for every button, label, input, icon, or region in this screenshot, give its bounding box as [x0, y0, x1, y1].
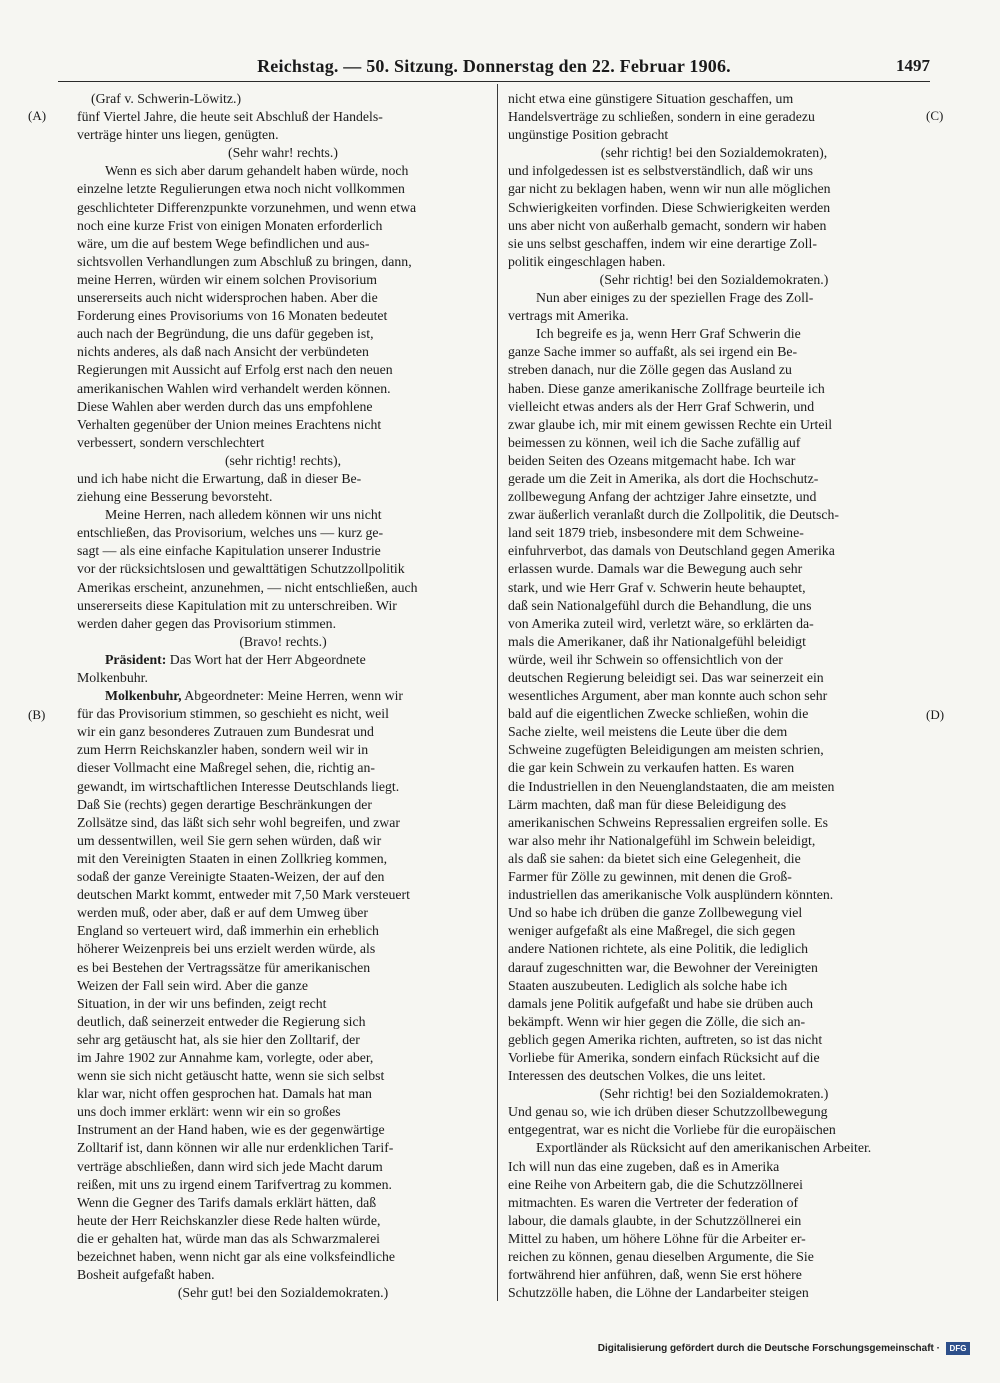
text-line: um dessentwillen, weil Sie gern sehen würden, daß wir — [77, 832, 382, 848]
text-line: die Industriellen in den Neuenglandstaaten, die am meisten — [508, 778, 835, 794]
text-line: Forderung eines Provisoriums von 16 Monaten bedeutet — [77, 308, 388, 324]
text-line: entgegentrat, war es nicht die Vorliebe für die europäischen — [508, 1122, 836, 1138]
speaker-name: Präsident: — [105, 651, 167, 667]
text-line: fünf Viertel Jahre, die heute seit Abschluß der Handels- — [77, 109, 383, 125]
text-line: einfuhrverbot, das damals von Deutschland gegen Amerika — [508, 543, 835, 559]
text-line: würde, weil ihr Schwein so offensichtlich von der — [508, 651, 783, 667]
text-line: bezeichnet haben, wenn nicht gar als eine volksfeindliche — [77, 1249, 395, 1264]
text-line: Wenn die Gegner des Tarifs damals erklärt hätten, daß — [77, 1194, 377, 1210]
text-line: (Sehr richtig! bei den Sozialdemokraten.) — [599, 1086, 829, 1102]
text-line: Lärm machten, daß man für diese Beleidigung des — [508, 796, 787, 812]
text-line: Amerikas erscheint, anzunehmen, — nicht entschließen, auch — [77, 579, 418, 595]
text-line: deutlich, daß seinerzeit entweder die Regierung sich — [77, 1013, 366, 1029]
text-line: reichen zu können, genau dieselben Argumente, die Sie — [508, 1249, 814, 1264]
text-line: vertrags mit Amerika. — [508, 308, 629, 324]
text-line: werden daher gegen das Provisorium stimmen. — [77, 615, 337, 631]
text-line: mitmachten. Es waren die Vertreter der federation of — [508, 1194, 799, 1210]
text-line: die er gehalten hat, würde man das als Schwarzmalerei — [77, 1230, 381, 1246]
text-line: geblich gegen Amerika richten, auftreten, so ist das nicht — [508, 1031, 823, 1047]
margin-mark-a: (A) — [28, 108, 47, 123]
text-line: auch nach der Begründung, die uns dafür gegeben ist, — [77, 326, 374, 342]
text-line: Präsident: Das Wort hat der Herr Abgeordnete — [105, 651, 366, 667]
text-line: (sehr richtig! rechts), — [224, 452, 342, 468]
text-line: (Sehr richtig! bei den Sozialdemokraten.) — [599, 271, 829, 287]
text-line: verträge abschließen, dann wird sich jede Macht darum — [77, 1158, 383, 1174]
text-line: Und genau so, wie ich drüben dieser Schutzzollbewegung — [508, 1104, 828, 1120]
text-line: labour, die damals glaubte, in der Schutzzöllnerei ein — [508, 1212, 802, 1228]
text-line: verbessert, sondern verschlechtert — [77, 434, 265, 450]
text-line: Vorliebe für Amerika, sondern einfach Rücksicht auf die — [508, 1049, 820, 1065]
text-line: industriellen das amerikanische Volk ausplündern könnten. — [508, 887, 834, 903]
text-line: mals die Amerikaner, daß ihr Nationalgefühl beleidigt — [508, 633, 806, 649]
text-line: ziehung eine Besserung bevorsteht. — [77, 489, 273, 505]
text-line: damals jene Politik aufgefaßt und habe sie drüben auch — [508, 995, 813, 1011]
text-line: sehr arg getäuscht hat, als sie hier den Zolltarif, der — [77, 1031, 360, 1047]
text-line: und ich habe nicht die Erwartung, daß in dieser Be- — [77, 470, 362, 486]
text-line: Zollsätze sind, das läßt sich sehr wohl begreifen, und zwar — [77, 814, 400, 830]
text-line: nichts anderes, als daß nach Ansicht der verbündeten — [77, 344, 369, 360]
text-line: die gar kein Schwein zu verkaufen hatten. Es waren — [508, 760, 795, 776]
text-line: Wenn es sich aber darum gehandelt haben würde, noch — [105, 163, 409, 179]
text-line: (Sehr gut! bei den Sozialdemokraten.) — [177, 1285, 389, 1301]
text-line: Daß Sie (rechts) gegen derartige Beschränkungen der — [77, 796, 372, 812]
text-line: Farmer für Zölle zu gewinnen, mit denen die Groß- — [508, 869, 792, 885]
page-header — [58, 56, 930, 82]
text-line: Instrument an der Hand haben, wie es der gegenwärtige — [77, 1122, 385, 1138]
text-line: Handelsverträge zu schließen, sondern in eine geradezu — [508, 109, 815, 125]
text-line: sichtsvollen Verhandlungen zum Abschluß zu bringen, dann, — [77, 253, 412, 269]
text-line: für das Provisorium stimmen, so geschieht es nicht, weil — [77, 706, 389, 722]
text-line: geschlichteter Differenzpunkte vorzunehmen, und wenn etwa — [77, 199, 417, 215]
text-line: uns doch immer erklärt: wenn wir ein so großes — [77, 1104, 341, 1120]
text-line: (Sehr wahr! rechts.) — [228, 145, 338, 161]
text-line: wenn sie sich nicht getäuscht hatte, wenn sie sich selbst — [77, 1068, 385, 1084]
text-line: war also mehr ihr Nationalgefühl im Schwein beleidigt, — [508, 832, 816, 848]
text-line: unsererseits diese Kapitulation mit zu unterschreiben. Wir — [77, 597, 397, 613]
text-line: bald auf die eigentlichen Zwecke schließen, wohin die — [508, 706, 809, 722]
text-line: verträge hinter uns liegen, genügten. — [77, 127, 279, 143]
text-line: nicht etwa eine günstigere Situation geschaffen, um — [508, 91, 794, 106]
text-line: bekämpft. Wenn wir hier gegen die Zölle, die sich an- — [508, 1013, 806, 1029]
header-rule — [58, 81, 930, 82]
text-line: andere Nationen richtete, als eine Politik, die lediglich — [508, 941, 808, 957]
text-line: gewandt, im wirtschaftlichen Interesse Deutschlands liegt. — [77, 778, 400, 794]
text-line: (Bravo! rechts.) — [239, 633, 327, 649]
text-line: mit den Vereinigten Staaten in einen Zollkrieg kommen, — [77, 850, 388, 866]
speaker-reference: (Graf v. Schwerin-Löwitz.) — [91, 91, 242, 106]
text-line: amerikanischen Wahlen wird verhandelt werden können. — [77, 380, 391, 396]
text-line: England so verteuert wird, daß immerhin ein erheblich — [77, 923, 379, 939]
text-line: sie uns selbst geschaffen, indem wir eine derartige Zoll- — [508, 235, 817, 251]
text-line: sodaß der ganze Vereinigte Staaten-Weizen, der auf den — [77, 869, 385, 885]
page-number: 1497 — [896, 56, 930, 75]
text-line: weniger aufgefaßt als eine Maßregel, die sich gegen — [508, 923, 796, 939]
text-line: fortwährend hier anführen, daß, wenn Sie erst höhere — [508, 1267, 802, 1283]
text-line: und infolgedessen ist es selbstverständlich, daß wir uns — [508, 163, 814, 179]
text-line: haben. Diese ganze amerikanische Zollfrage beurteile ich — [508, 380, 825, 396]
dfg-logo: DFG — [946, 1342, 970, 1355]
text-line: deutschen Markt kommt, entweder mit 7,50 Mark versteuert — [77, 887, 410, 903]
right-column — [508, 90, 920, 1305]
text-line: als daß sie sahen: da bietet sich eine Gelegenheit, die — [508, 850, 801, 866]
text-line: uns aber nicht von außerhalb gemacht, sondern wir haben — [508, 217, 827, 233]
text-line: zwar äußerlich veranlaßt durch die Zollpolitik, die Deutsch- — [508, 507, 840, 523]
text-line: wesentliches Argument, aber man konnte auch schon sehr — [508, 688, 828, 704]
text-line: von Amerika zuteil wird, verletzt wäre, so erklärten da- — [508, 615, 814, 631]
text-line: es bei Bestehen der Vertragssätze für amerikanischen — [77, 959, 371, 975]
text-line: noch eine kurze Frist von einigen Monaten erforderlich — [77, 217, 383, 233]
text-line: ganze Sache immer so auffaßt, als sei irgend ein Be- — [508, 344, 798, 360]
text-line: beimessen zu können, weil ich die Sache zufällig auf — [508, 434, 801, 450]
left-column — [77, 90, 489, 1305]
text-line: eine Reihe von Arbeitern gab, die die Schutzzöllnerei — [508, 1176, 803, 1192]
text-line: werden muß, oder aber, daß er auf dem Umweg über — [77, 905, 368, 921]
text-line: ungünstige Position gebracht — [508, 127, 669, 143]
text-line: (sehr richtig! bei den Sozialdemokraten), — [600, 145, 828, 161]
text-line: Molkenbuhr, Abgeordneter: Meine Herren, wenn wir — [105, 688, 403, 704]
text-line: Sache zielte, weil meistens die Leute über die dem — [508, 724, 788, 740]
text-line: streben danach, nur die Zölle gegen das Ausland zu — [508, 362, 792, 378]
text-line: Diese Wahlen aber werden durch das uns empfohlene — [77, 398, 373, 414]
text-line: Verhalten gegenüber der Union meines Erachtens nicht — [77, 416, 382, 432]
text-line: zwar glaube ich, mir mit einem gewissen Rechte ein Urteil — [508, 416, 833, 432]
text-line: Ich will nun das eine zugeben, daß es in Amerika — [508, 1158, 780, 1174]
text-line: Meine Herren, nach alledem können wir uns nicht — [105, 507, 382, 523]
text-line: wir ein ganz besonderes Zutrauen zum Bundesrat und — [77, 724, 374, 740]
text-line: Regierungen mit Aussicht auf Erfolg erst nach den neuen — [77, 362, 393, 378]
text-line: Schweine zugefügten Beleidigungen am meisten schrien, — [508, 742, 824, 758]
speaker-name: Molkenbuhr, — [105, 688, 182, 704]
text-line: stark, und wie Herr Graf v. Schwerin heute behauptet, — [508, 579, 806, 595]
text-line: Ich begreife es ja, wenn Herr Graf Schwerin die — [536, 326, 801, 342]
text-line: einzelne letzte Regulierungen etwa noch nicht vollkommen — [77, 181, 405, 197]
text-line: heute der Herr Reichskanzler diese Rede halten würde, — [77, 1212, 381, 1228]
text-line: land seit 1879 trieb, insbesondere mit dem Schweine- — [508, 525, 804, 541]
header-title: Reichstag. — 50. Sitzung. Donnerstag den 22. Februar 1906. — [257, 56, 731, 76]
margin-mark-d: (D) — [926, 707, 945, 722]
text-line: gar nicht zu beklagen haben, wenn wir nun alle möglichen — [508, 181, 831, 197]
text-line: dieser Vollmacht eine Maßregel sehen, die, richtig an- — [77, 760, 375, 776]
text-line: Schwierigkeiten vorfinden. Diese Schwierigkeiten werden — [508, 199, 831, 215]
text-line: deutschen Regierung beleidigt sei. Das war seinerzeit ein — [508, 670, 824, 685]
text-line: höherer Weizenpreis bei uns erzielt werden würde, als — [77, 941, 376, 957]
text-line — [508, 1302, 920, 1305]
text-line: gerade um die Zeit in Amerika, als dort die Hochschutz- — [508, 470, 819, 486]
margin-mark-b: (B) — [28, 707, 46, 722]
text-line: vor der rücksichtslosen und gewalttätigen Schutzzollpolitik — [77, 561, 405, 577]
text-line: Staaten auszubeuten. Lediglich als solche habe ich — [508, 977, 788, 993]
text-line: darauf zugeschnitten war, die Bewohner der Vereinigten — [508, 959, 818, 975]
text-line: Zolltarif ist, dann können wir alle nur erdenklichen Tarif- — [77, 1140, 394, 1156]
text-line: entschließen, das Provisorium, welches uns — kurz ge- — [77, 525, 384, 541]
text-line: im Jahre 1902 zur Annahme kam, vorlegte, oder aber, — [77, 1049, 374, 1065]
footer-credit: Digitalisierung gefördert durch die Deutsche Forschungsgemeinschaft · — [597, 1343, 940, 1354]
text-line: unsererseits auch nicht widersprochen haben. Aber die — [77, 290, 378, 306]
text-line: erlassen wurde. Damals war die Bewegung auch sehr — [508, 561, 803, 577]
text-line: sagt — als eine einfache Kapitulation unserer Industrie — [77, 543, 381, 559]
text-line: amerikanischen Schweins Repressalien ergreifen solle. Es — [508, 814, 829, 830]
text-line — [77, 1302, 489, 1305]
text-line: Mittel zu haben, um höhere Löhne für die Arbeiter er- — [508, 1230, 806, 1246]
text-line: reißen, mit uns zu irgend einem Tarifvertrag zu kommen. — [77, 1176, 392, 1192]
text-line: Interessen des deutschen Volkes, die uns leitet. — [508, 1068, 766, 1084]
text-line: Situation, in der wir uns befinden, zeigt recht — [77, 995, 327, 1011]
text-line: Exportländer als Rücksicht auf den amerikanischen Arbeiter. — [536, 1140, 872, 1156]
text-line: Nun aber einiges zu der speziellen Frage des Zoll- — [536, 290, 814, 306]
text-line: meine Herren, würden wir einem solchen Provisorium — [77, 271, 378, 287]
text-line: Schutzzölle haben, die Löhne der Landarbeiter steigen — [508, 1285, 809, 1301]
footer — [598, 1342, 970, 1355]
text-line: vielleicht etwas anders als der Herr Graf Schwerin, und — [508, 398, 815, 414]
column-divider — [497, 84, 498, 1301]
text-line: zum Herrn Reichskanzler haben, sondern weil wir in — [77, 742, 369, 758]
margin-mark-c: (C) — [926, 108, 944, 123]
text-line: daß sein Nationalgefühl durch die Behandlung, die uns — [508, 597, 812, 613]
text-line: Weizen der Fall sein wird. Aber die ganze — [77, 977, 309, 993]
text-line: beiden Seiten des Ozeans mitgemacht habe. Ich war — [508, 452, 796, 468]
text-line: Bosheit aufgefaßt haben. — [77, 1267, 215, 1283]
text-line: politik eingeschlagen haben. — [508, 253, 666, 269]
text-line: klar war, nicht offen gesprochen hat. Damals hat man — [77, 1086, 372, 1102]
text-line: Molkenbuhr. — [77, 670, 148, 685]
text-line: Und so habe ich drüben die ganze Zollbewegung viel — [508, 905, 803, 921]
text-line: wäre, um die auf bestem Wege befindlichen und aus- — [77, 235, 370, 251]
text-line: zollbewegung Anfang der achtziger Jahre einsetzte, und — [508, 489, 817, 505]
